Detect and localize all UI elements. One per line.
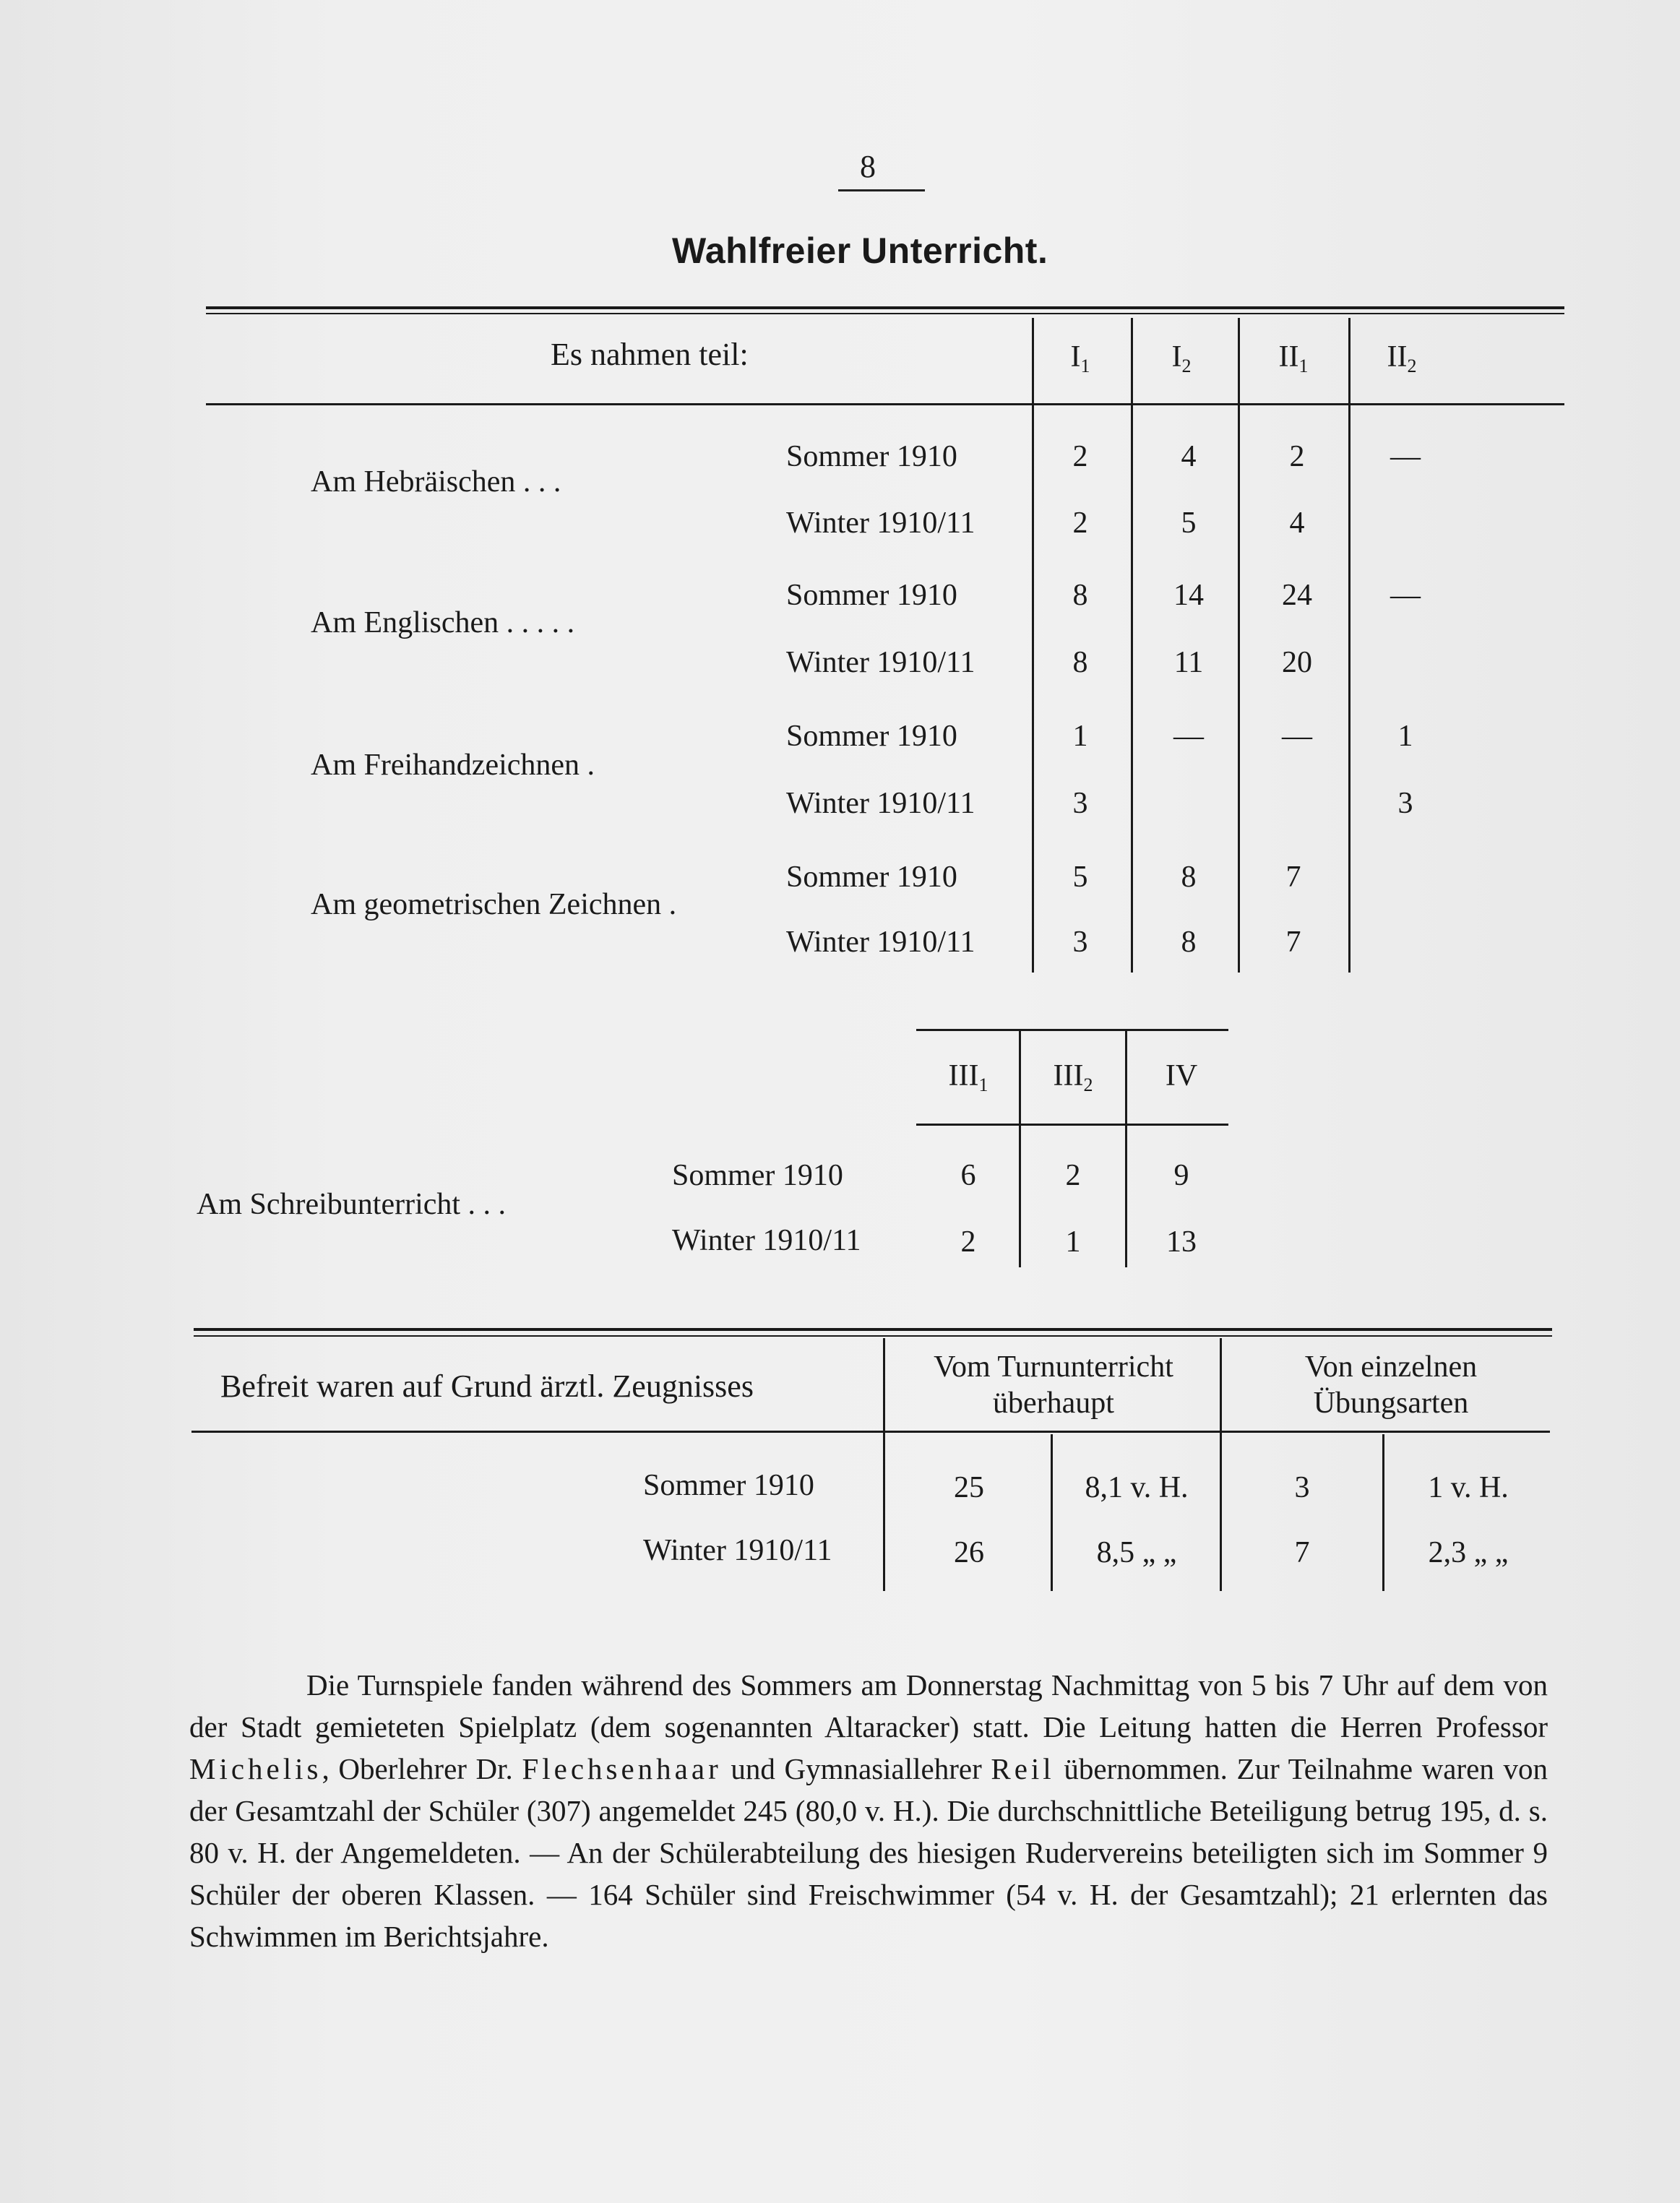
table2-col-header: $III_2$ <box>1053 1059 1093 1095</box>
table-cell: — <box>1282 720 1312 753</box>
table2-header-rule <box>916 1124 1228 1126</box>
paragraph-text: übernommen. Zur Teilnahme waren von der Gesamtzahl der Schüler (307) angemeldet 245 (80,0 v. H.). Die durchschnittliche Beteiligung betrug 195, d. s. 80 v. H. der Angemeldeten. — An der Schülerabteilung des hiesigen Rudervereins beteiligten sich im Sommer 9 Schüler der oberen Klassen. — 164 Schüler sind Freischwimmer (54 v. H. der Gesamtzahl); 21 erlernten das Schwimmen im Berichtsjahre. <box>189 1752 1548 1953</box>
table1-col-divider <box>1131 318 1133 973</box>
table-cell: 7 <box>1285 926 1301 959</box>
table-cell: 3 <box>1072 926 1088 959</box>
subject-label: Am Hebräischen . . . <box>311 465 561 499</box>
table-cell: — <box>1390 440 1421 473</box>
term-label: Winter 1910/11 <box>786 787 975 820</box>
table-cell: 2 <box>960 1225 976 1259</box>
table3-header-label: Befreit waren auf Grund ärztl. Zeugnisses <box>220 1368 754 1404</box>
table-cell: 8 <box>1181 861 1197 894</box>
table-cell: 20 <box>1282 646 1312 679</box>
table-cell: 6 <box>960 1159 976 1192</box>
table3-col1-header: Vom Turnunterricht <box>934 1350 1173 1384</box>
section-title: Wahlfreier Unterricht. <box>672 230 1048 271</box>
table-cell: 8 <box>1181 926 1197 959</box>
table3-col-divider <box>1051 1434 1053 1591</box>
table1-col-header: $II_2$ <box>1387 340 1417 376</box>
table-cell: 2,3 „ „ <box>1428 1536 1509 1569</box>
term-label: Sommer 1910 <box>786 579 957 612</box>
table-cell: 14 <box>1173 579 1204 612</box>
table2-col-divider <box>1019 1029 1021 1267</box>
paragraph-text: , Oberlehrer Dr. <box>322 1752 522 1785</box>
table1-col-divider <box>1348 318 1351 973</box>
table-cell: 8 <box>1072 579 1088 612</box>
table-cell: 4 <box>1289 506 1305 540</box>
page-number-underline <box>838 189 925 191</box>
table1-top-rule <box>206 306 1564 309</box>
table-cell: 4 <box>1181 440 1197 473</box>
table-cell: 1 v. H. <box>1428 1471 1509 1504</box>
term-label: Sommer 1910 <box>786 861 957 894</box>
teacher-name: Reil <box>991 1752 1055 1785</box>
table-cell: 8,1 v. H. <box>1085 1471 1189 1504</box>
table3-col-divider <box>1220 1338 1222 1591</box>
table3-col-divider <box>883 1338 885 1591</box>
term-label: Winter 1910/11 <box>643 1534 832 1567</box>
table1-col-header: $II_1$ <box>1278 340 1309 376</box>
table3-header-rule <box>191 1431 1550 1433</box>
table-cell: 3 <box>1072 787 1088 820</box>
body-paragraph <box>189 1664 1548 1957</box>
term-label: Sommer 1910 <box>786 720 957 753</box>
table3-col2-header: Von einzelnen <box>1304 1350 1478 1384</box>
table-cell: 2 <box>1072 506 1088 540</box>
table-cell: 5 <box>1181 506 1197 540</box>
table2-col-divider <box>1125 1029 1127 1267</box>
table-cell: 1 <box>1065 1225 1081 1259</box>
term-label: Winter 1910/11 <box>672 1224 861 1257</box>
paragraph-text: und Gymnasiallehrer <box>721 1752 991 1785</box>
table1-col-header: $I_2$ <box>1171 340 1192 376</box>
term-label: Sommer 1910 <box>643 1469 814 1502</box>
table-cell: 3 <box>1294 1471 1310 1504</box>
table-cell: 13 <box>1166 1225 1197 1259</box>
table-cell: 3 <box>1397 787 1413 820</box>
table-cell: 2 <box>1065 1159 1081 1192</box>
table1-col-divider <box>1238 318 1240 973</box>
term-label: Sommer 1910 <box>672 1159 843 1192</box>
subject-label: Am Freihandzeichnen . <box>311 749 595 782</box>
table-cell: 1 <box>1072 720 1088 753</box>
table-cell: 2 <box>1289 440 1305 473</box>
term-label: Winter 1910/11 <box>786 646 975 679</box>
table-cell: 8,5 „ „ <box>1096 1536 1177 1569</box>
table1-top-rule-2 <box>206 313 1564 314</box>
term-label: Sommer 1910 <box>786 440 957 473</box>
table1-header-label: Es nahmen teil: <box>551 337 749 372</box>
subject-label: Am geometrischen Zeichnen . <box>311 888 677 921</box>
table-cell: 5 <box>1072 861 1088 894</box>
term-label: Winter 1910/11 <box>786 926 975 959</box>
table-cell: — <box>1173 720 1204 753</box>
table-cell: 2 <box>1072 440 1088 473</box>
table-cell: 25 <box>954 1471 984 1504</box>
table3-col-divider <box>1382 1434 1384 1591</box>
teacher-name: Flechsenhaar <box>522 1752 722 1785</box>
table3-col2-header: Übungsarten <box>1313 1387 1469 1420</box>
table1-col-divider <box>1032 318 1034 973</box>
table-cell: 26 <box>954 1536 984 1569</box>
page-number: 8 <box>860 149 876 184</box>
table-cell: 1 <box>1397 720 1413 753</box>
table-cell: 11 <box>1173 646 1204 679</box>
table1-col-header: $I_1$ <box>1070 340 1090 376</box>
table1-header-rule <box>206 403 1564 405</box>
table3-top-rule-2 <box>194 1335 1552 1337</box>
table3-top-rule <box>194 1328 1552 1331</box>
table3-col1-header: überhaupt <box>993 1387 1114 1420</box>
table-cell: 7 <box>1285 861 1301 894</box>
table2-col-header: $III_1$ <box>948 1059 988 1095</box>
subject-label: Am Schreibunterricht . . . <box>197 1188 507 1221</box>
paragraph-text: Die Turnspiele fanden während des Sommers am Donnerstag Nachmittag von 5 bis 7 Uhr auf dem von der Stadt gemieteten Spielplatz (dem sogenannten Altaracker) statt. Die Leitung hatten die Herren Professor <box>189 1668 1548 1743</box>
table2-col-header: IV <box>1165 1059 1198 1092</box>
table-cell: — <box>1390 579 1421 612</box>
table2-top-rule <box>916 1029 1228 1031</box>
term-label: Winter 1910/11 <box>786 506 975 540</box>
table-cell: 8 <box>1072 646 1088 679</box>
teacher-name: Michelis <box>189 1752 322 1785</box>
subject-label: Am Englischen . . . . . <box>311 606 575 639</box>
table-cell: 9 <box>1173 1159 1189 1192</box>
table-cell: 7 <box>1294 1536 1310 1569</box>
table-cell: 24 <box>1282 579 1312 612</box>
